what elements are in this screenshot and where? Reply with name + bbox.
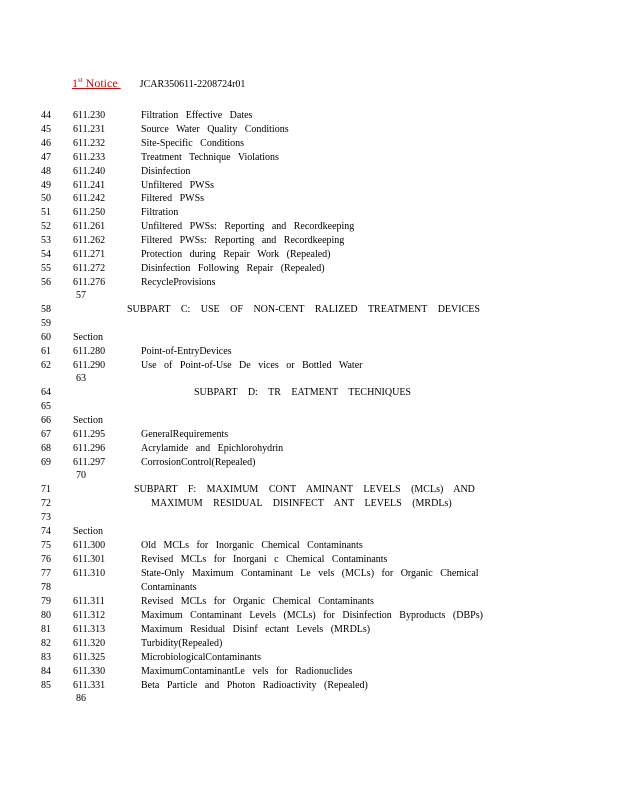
line-number: 55 bbox=[41, 263, 51, 274]
line-number: 60 bbox=[41, 332, 51, 343]
subpart-heading: SUBPART C: USE OF NON-CENT RALIZED TREATMENT DEVICES bbox=[127, 304, 480, 315]
line-number: 45 bbox=[41, 124, 51, 135]
section-title: MicrobiologicalContaminants bbox=[141, 652, 261, 663]
section-title: MaximumContaminantLe vels for Radionuclides bbox=[141, 666, 353, 677]
section-title: Revised MCLs for Inorgani c Chemical Contaminants bbox=[141, 554, 388, 565]
line-number: 84 bbox=[41, 666, 51, 677]
section-number: 611.232 bbox=[73, 138, 106, 149]
section-title: RecycleProvisions bbox=[141, 277, 216, 288]
line-number: 80 bbox=[41, 610, 51, 621]
section-title: Beta Particle and Photon Radioactivity (Repealed) bbox=[141, 680, 368, 691]
line-number: 50 bbox=[41, 193, 51, 204]
line-number: 85 bbox=[41, 680, 51, 691]
section-number: 611.297 bbox=[73, 457, 106, 468]
section-number: 611.325 bbox=[73, 652, 106, 663]
section-title: Filtered PWSs: Reporting and Recordkeeping bbox=[141, 235, 345, 246]
line-number: 46 bbox=[41, 138, 51, 149]
section-title: Unfiltered PWSs: Reporting and Recordkeeping bbox=[141, 221, 355, 232]
section-title: Treatment Technique Violations bbox=[141, 152, 279, 163]
subpart-heading: SUBPART F: MAXIMUM CONT AMINANT LEVELS (MCLs) AND bbox=[134, 484, 475, 495]
notice-label: 1st Notice bbox=[72, 76, 118, 90]
section-number: 611.290 bbox=[73, 360, 106, 371]
line-number: 68 bbox=[41, 443, 51, 454]
line-number: 75 bbox=[41, 540, 51, 551]
section-title: Disinfection Following Repair (Repealed) bbox=[141, 263, 325, 274]
section-number: 611.280 bbox=[73, 346, 106, 357]
section-title: Point-of-EntryDevices bbox=[141, 346, 232, 357]
section-label: Section bbox=[73, 332, 103, 343]
section-number: 611.331 bbox=[73, 680, 106, 691]
section-number: 611.233 bbox=[73, 152, 106, 163]
line-number: 54 bbox=[41, 249, 51, 260]
line-number: 64 bbox=[41, 387, 51, 398]
section-number: 611.276 bbox=[73, 277, 106, 288]
section-title-continued: Contaminants bbox=[141, 582, 197, 593]
section-title: Filtered PWSs bbox=[141, 193, 205, 204]
section-number: 611.313 bbox=[73, 624, 106, 635]
line-number: 78 bbox=[41, 582, 51, 593]
line-number: 71 bbox=[41, 484, 51, 495]
section-number: 611.312 bbox=[73, 610, 106, 621]
subpart-heading-continued: MAXIMUM RESIDUAL DISINFECT ANT LEVELS (MRDLs) bbox=[151, 498, 452, 509]
section-title: Acrylamide and Epichlorohydrin bbox=[141, 443, 284, 454]
section-title: Site-Specific Conditions bbox=[141, 138, 245, 149]
line-number: 58 bbox=[41, 304, 51, 315]
section-number: 611.262 bbox=[73, 235, 106, 246]
section-number: 611.241 bbox=[73, 180, 106, 191]
section-number: 611.271 bbox=[73, 249, 106, 260]
line-number: 47 bbox=[41, 152, 51, 163]
section-number: 611.242 bbox=[73, 193, 106, 204]
line-number: 81 bbox=[41, 624, 51, 635]
section-number: 611.330 bbox=[73, 666, 106, 677]
subpart-heading: SUBPART D: TR EATMENT TECHNIQUES bbox=[194, 387, 411, 398]
sub-line-number: 63 bbox=[76, 373, 86, 384]
line-number: 61 bbox=[41, 346, 51, 357]
section-number: 611.301 bbox=[73, 554, 106, 565]
line-number: 77 bbox=[41, 568, 51, 579]
section-number: 611.261 bbox=[73, 221, 106, 232]
section-number: 611.311 bbox=[73, 596, 105, 607]
line-number: 67 bbox=[41, 429, 51, 440]
section-title: GeneralRequirements bbox=[141, 429, 229, 440]
sub-line-number: 70 bbox=[76, 470, 86, 481]
section-number: 611.230 bbox=[73, 110, 106, 121]
notice-underline bbox=[118, 76, 140, 91]
section-number: 611.231 bbox=[73, 124, 106, 135]
section-title: Unfiltered PWSs bbox=[141, 180, 215, 191]
line-number: 53 bbox=[41, 235, 51, 246]
section-title: Turbidity(Repealed) bbox=[141, 638, 223, 649]
line-number: 49 bbox=[41, 180, 51, 191]
section-number: 611.296 bbox=[73, 443, 106, 454]
sub-line-number: 86 bbox=[76, 693, 86, 704]
section-number: 611.310 bbox=[73, 568, 106, 579]
section-number: 611.250 bbox=[73, 207, 106, 218]
sub-line-number: 57 bbox=[76, 290, 86, 301]
line-number: 48 bbox=[41, 166, 51, 177]
section-title: Revised MCLs for Organic Chemical Contaminants bbox=[141, 596, 374, 607]
section-number: 611.240 bbox=[73, 166, 106, 177]
section-number: 611.272 bbox=[73, 263, 106, 274]
section-label: Section bbox=[73, 526, 103, 537]
line-number: 56 bbox=[41, 277, 51, 288]
section-title: Old MCLs for Inorganic Chemical Contaminants bbox=[141, 540, 363, 551]
section-number: 611.295 bbox=[73, 429, 106, 440]
section-title: Use of Point-of-Use De vices or Bottled Water bbox=[141, 360, 363, 371]
line-number: 59 bbox=[41, 318, 51, 329]
section-number: 611.320 bbox=[73, 638, 106, 649]
line-number: 83 bbox=[41, 652, 51, 663]
section-title: Disinfection bbox=[141, 166, 191, 177]
line-number: 51 bbox=[41, 207, 51, 218]
line-number: 52 bbox=[41, 221, 51, 232]
line-number: 65 bbox=[41, 401, 51, 412]
section-title: CorrosionControl(Repealed) bbox=[141, 457, 256, 468]
section-title: Maximum Residual Disinf ectant Levels (MRDLs) bbox=[141, 624, 371, 635]
line-number: 66 bbox=[41, 415, 51, 426]
section-label: Section bbox=[73, 415, 103, 426]
section-title: Source Water Quality Conditions bbox=[141, 124, 289, 135]
section-title: Maximum Contaminant Levels (MCLs) for Disinfection Byproducts (DBPs) bbox=[141, 610, 483, 621]
line-number: 44 bbox=[41, 110, 51, 121]
section-title: Filtration Effective Dates bbox=[141, 110, 253, 121]
line-number: 72 bbox=[41, 498, 51, 509]
section-title: State-Only Maximum Contaminant Le vels (MCLs) for Organic Chemical bbox=[141, 568, 479, 579]
jcar-code: JCAR350611-2208724r01 bbox=[139, 79, 246, 90]
line-number: 76 bbox=[41, 554, 51, 565]
section-title: Filtration bbox=[141, 207, 179, 218]
line-number: 79 bbox=[41, 596, 51, 607]
section-number: 611.300 bbox=[73, 540, 106, 551]
line-number: 74 bbox=[41, 526, 51, 537]
line-number: 73 bbox=[41, 512, 51, 523]
line-number: 69 bbox=[41, 457, 51, 468]
section-title: Protection during Repair Work (Repealed) bbox=[141, 249, 331, 260]
line-number: 62 bbox=[41, 360, 51, 371]
line-number: 82 bbox=[41, 638, 51, 649]
document-header bbox=[72, 76, 245, 91]
